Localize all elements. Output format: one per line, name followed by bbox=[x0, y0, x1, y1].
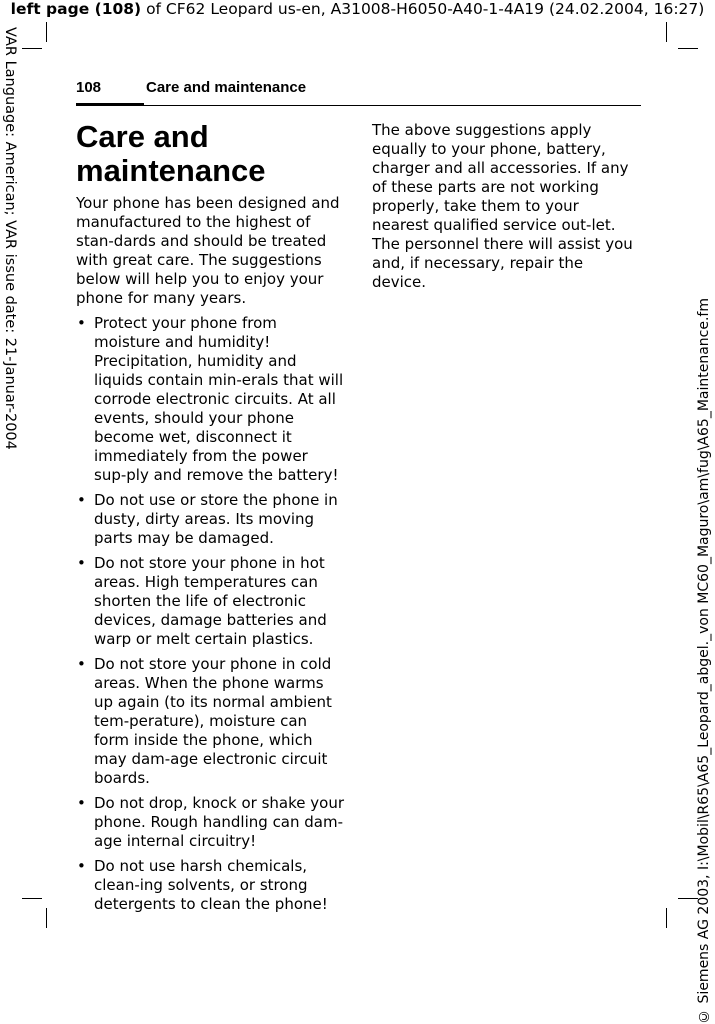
list-item-text: Do not store your phone in hot areas. High temperatures can shorten the life of electronic devices, damage batteries and warp or melt certain plastics. bbox=[94, 554, 327, 648]
header-rule-accent bbox=[76, 103, 144, 106]
list-item-text: Protect your phone from moisture and humidity! Precipitation, humidity and liquids contain min-erals that will corrode electronic circuits. At all events, should your phone become wet, disconnect it immediately from the power sup-ply and remove the battery! bbox=[94, 314, 344, 484]
bullet-icon: • bbox=[77, 857, 86, 875]
crop-mark bbox=[678, 48, 698, 49]
list-item bbox=[76, 794, 344, 851]
section-title: Care and maintenance bbox=[146, 79, 307, 96]
closing-paragraph: The above suggestions apply equally to your phone, battery, charger and all accessories. If any of these parts are not working properly, take them to your nearest qualified service out-let. The personnel there will assist you and, if necessary, repair the device. bbox=[372, 121, 633, 291]
print-header-page-label: left page (108) bbox=[10, 0, 142, 18]
bullet-icon: • bbox=[77, 794, 86, 812]
list-item bbox=[76, 857, 344, 914]
bullet-icon: • bbox=[77, 554, 86, 572]
crop-mark bbox=[46, 908, 47, 928]
bullet-icon: • bbox=[77, 655, 86, 673]
print-header bbox=[0, 0, 715, 18]
crop-mark bbox=[666, 22, 667, 42]
list-item bbox=[76, 314, 344, 485]
crop-mark bbox=[666, 908, 667, 928]
list-item-text: Do not store your phone in cold areas. When the phone warms up again (to its normal ambient tem-perature), moisture can form inside the phone, which may dam-age electronic circuit boards. bbox=[94, 655, 332, 787]
list-item bbox=[76, 491, 344, 548]
var-language-note: VAR Language: American; VAR issue date: 21-Januar-2004 bbox=[2, 27, 18, 450]
left-column bbox=[76, 194, 344, 920]
page-number: 108 bbox=[76, 79, 102, 96]
page-title: Care and maintenance bbox=[76, 119, 266, 188]
running-head bbox=[76, 79, 306, 96]
intro-paragraph: Your phone has been designed and manufactured to the highest of stan-dards and should be treated with great care. The suggestions below will help you to enjoy your phone for many years. bbox=[76, 194, 340, 307]
crop-mark bbox=[22, 898, 42, 899]
list-item-text: Do not drop, knock or shake your phone. Rough handling can dam-age internal circuitry! bbox=[94, 794, 344, 850]
crop-mark bbox=[22, 48, 42, 49]
list-item-text: Do not use or store the phone in dusty, dirty areas. Its moving parts may be damaged. bbox=[94, 491, 338, 547]
list-item bbox=[76, 554, 344, 649]
print-header-details: of CF62 Leopard us-en, A31008-H6050-A40-1-4A19 (24.02.2004, 16:27) bbox=[141, 0, 705, 18]
header-rule bbox=[144, 105, 641, 106]
care-tips-list bbox=[76, 314, 344, 914]
list-item-text: Do not use harsh chemicals, clean-ing solvents, or strong detergents to clean the phone! bbox=[94, 857, 328, 913]
bullet-icon: • bbox=[77, 314, 86, 332]
list-item bbox=[76, 655, 344, 788]
bullet-icon: • bbox=[77, 491, 86, 509]
crop-mark bbox=[678, 898, 698, 899]
copyright-path-note: © Siemens AG 2003, I:\Mobil\R65\A65_Leopard_abgel._von MC60_Maguro\am\fug\A65_Maintenance.fm bbox=[696, 298, 712, 1024]
crop-mark bbox=[46, 22, 47, 42]
